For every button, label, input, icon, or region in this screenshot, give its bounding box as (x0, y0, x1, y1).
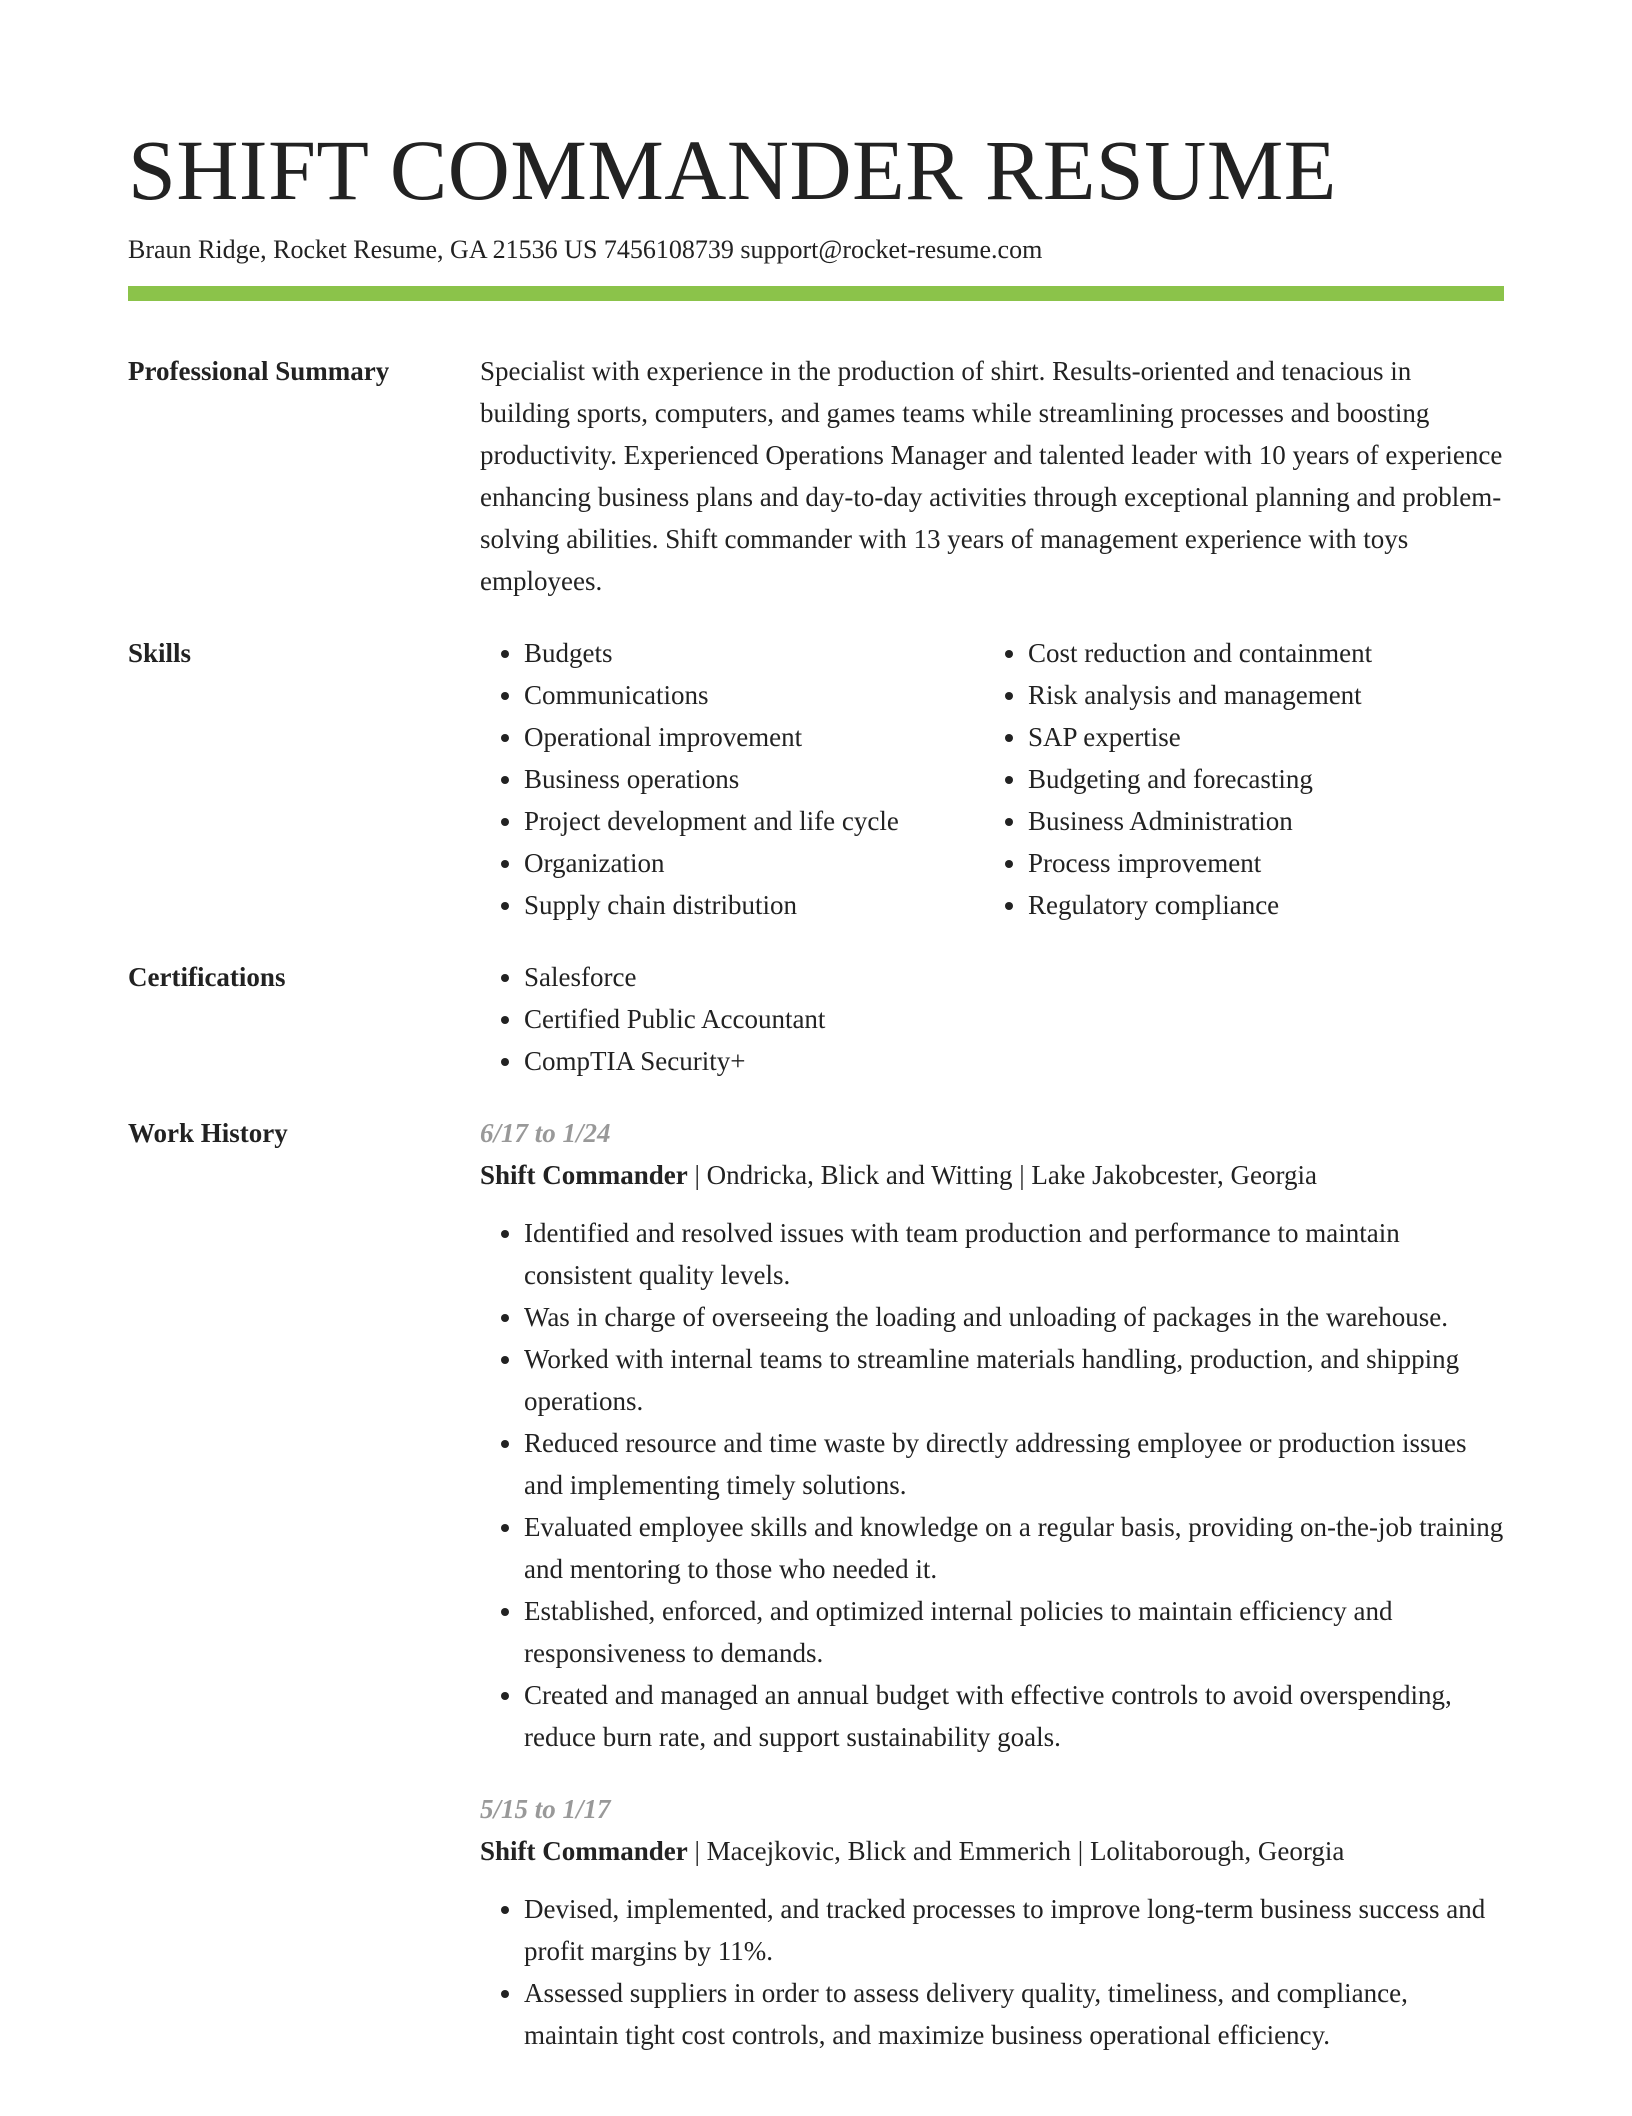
skill-item: • Budgeting and forecasting (1028, 758, 1372, 800)
skills-column-left (480, 632, 984, 926)
job-bullet: • Created and managed an annual budget with effective controls to avoid overspending, reduce burn rate, and support sustainability goals. (524, 1674, 1504, 1758)
resume-content (128, 350, 1504, 2116)
contact-line: Braun Ridge, Rocket Resume, GA 21536 US 7456108739 support@rocket-resume.com (128, 235, 1043, 264)
skills-column-right (984, 632, 1372, 926)
certifications-section (128, 956, 1504, 1082)
certification-item: • Certified Public Accountant (524, 998, 1504, 1040)
accent-divider (128, 286, 1504, 301)
job-bullet: • Worked with internal teams to streamline materials handling, production, and shipping operations. (524, 1338, 1504, 1422)
job-bullet: • Was in charge of overseeing the loading and unloading of packages in the warehouse. (524, 1296, 1504, 1338)
skills-body (480, 632, 1504, 926)
summary-body (480, 350, 1504, 602)
summary-text: Specialist with experience in the production of shirt. Results-oriented and tenacious in building sports, computers, and games teams while streamlining processes and boosting productivity. Experienced Operations Manager and talented leader with 10 years of experience enhancing business plans and day-to-day activities through exceptional planning and problem-solving abilities. Shift commander with 13 years of management experience with toys employees. (480, 356, 1503, 596)
certifications-heading: Certifications (128, 962, 286, 992)
certification-item: • CompTIA Security+ (524, 1040, 1504, 1082)
job-bullet: • Established, enforced, and optimized internal policies to maintain efficiency and responsiveness to demands. (524, 1590, 1504, 1674)
skill-item: • Process improvement (1028, 842, 1372, 884)
skill-item: • Communications (524, 674, 984, 716)
resume-header (128, 120, 1504, 270)
skill-item: • SAP expertise (1028, 716, 1372, 758)
work-history-body (480, 1112, 1504, 2086)
work-history-heading: Work History (128, 1118, 288, 1148)
skill-item: • Project development and life cycle (524, 800, 984, 842)
job-employer-location: | Ondricka, Blick and Witting | Lake Jakobcester, Georgia (687, 1160, 1317, 1190)
resume-name: SHIFT COMMANDER RESUME (128, 122, 1337, 218)
skills-list-right (984, 632, 1372, 926)
job-bullets (480, 1212, 1504, 1758)
skill-item: • Supply chain distribution (524, 884, 984, 926)
skill-item: • Operational improvement (524, 716, 984, 758)
work-history-section (128, 1112, 1504, 2086)
job-title: Shift Commander (480, 1836, 688, 1866)
summary-section (128, 350, 1504, 602)
skill-item: • Business Administration (1028, 800, 1372, 842)
skill-item: • Budgets (524, 632, 984, 674)
job-bullet: • Reduced resource and time waste by directly addressing employee or production issues and implementing timely solutions. (524, 1422, 1504, 1506)
job-heading (480, 1154, 1504, 1196)
certifications-list (480, 956, 1504, 1082)
job-title: Shift Commander (480, 1160, 688, 1190)
job-bullet: • Devised, implemented, and tracked processes to improve long-term business success and profit margins by 11%. (524, 1888, 1504, 1972)
job-dates: 6/17 to 1/24 (480, 1118, 611, 1148)
skill-item: • Regulatory compliance (1028, 884, 1372, 926)
job-heading (480, 1830, 1504, 1872)
skill-item: • Business operations (524, 758, 984, 800)
skills-heading: Skills (128, 638, 192, 668)
job-bullets (480, 1888, 1504, 2056)
job-bullet: • Assessed suppliers in order to assess delivery quality, timeliness, and compliance, maintain tight cost controls, and maximize business operational efficiency. (524, 1972, 1504, 2056)
job-bullet: • Identified and resolved issues with team production and performance to maintain consistent quality levels. (524, 1212, 1504, 1296)
job-entry (480, 1788, 1504, 2056)
certification-item: • Salesforce (524, 956, 1504, 998)
job-entry (480, 1112, 1504, 1758)
job-employer-location: | Macejkovic, Blick and Emmerich | Lolitaborough, Georgia (687, 1836, 1345, 1866)
skill-item: • Cost reduction and containment (1028, 632, 1372, 674)
certifications-body (480, 956, 1504, 1082)
skill-item: • Organization (524, 842, 984, 884)
job-bullet: • Evaluated employee skills and knowledge on a regular basis, providing on-the-job training and mentoring to those who needed it. (524, 1506, 1504, 1590)
job-dates: 5/15 to 1/17 (480, 1794, 611, 1824)
skill-item: • Risk analysis and management (1028, 674, 1372, 716)
skills-list-left (480, 632, 984, 926)
summary-heading: Professional Summary (128, 356, 390, 386)
skills-section (128, 632, 1504, 926)
